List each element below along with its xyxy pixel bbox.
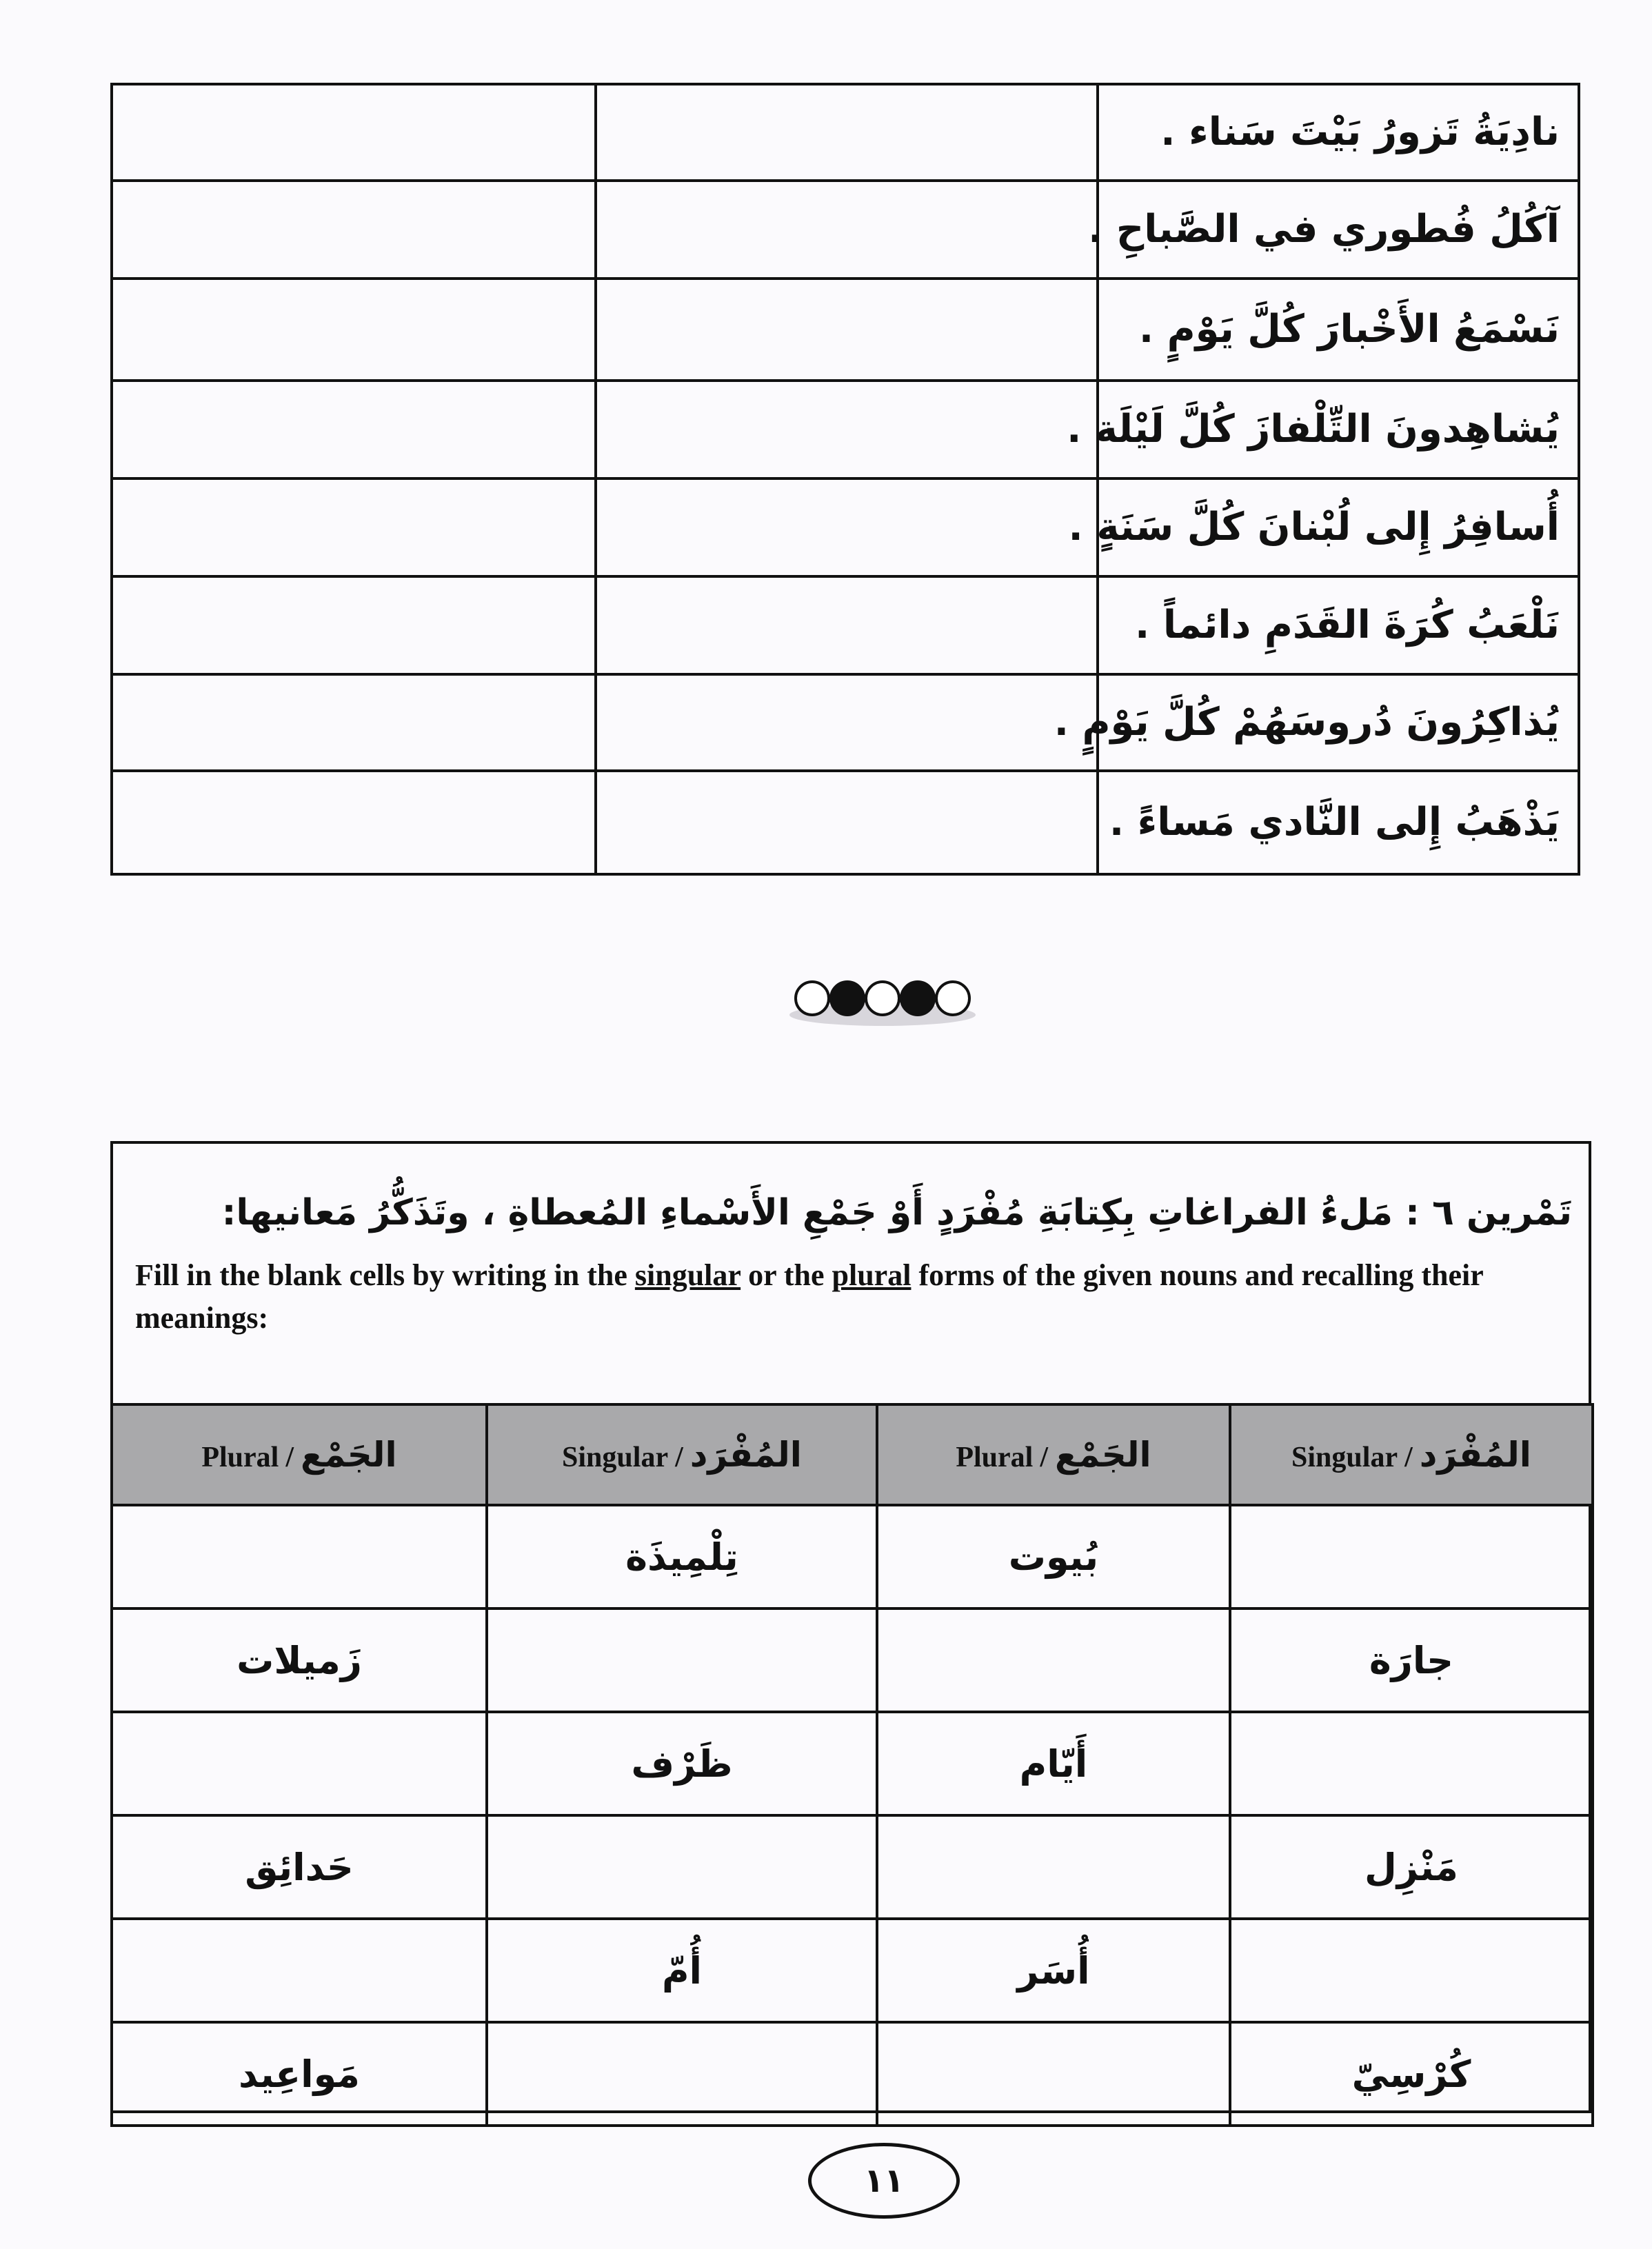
sentence-text: أُسافِرُ إِلى لُبْنانَ كُلَّ سَنَةٍ . (1098, 478, 1579, 576)
header-singular-2: Singular / المُفْرَد (487, 1404, 877, 1505)
answer-cell[interactable] (112, 181, 596, 279)
answer-cell[interactable] (112, 674, 596, 771)
sentence-text: نادِيَةُ تَزورُ بَيْتَ سَناء . (1098, 84, 1579, 181)
blank-cell-singular1[interactable] (1230, 1919, 1593, 2022)
blank-cell-singular1[interactable] (1230, 1505, 1593, 1608)
blank-cell-plural2[interactable] (112, 1919, 487, 2022)
sentences-table (110, 83, 1580, 876)
sentence-row (112, 771, 1579, 874)
instruction-plural: plural (832, 1258, 911, 1292)
answer-cell[interactable] (596, 576, 1098, 674)
sentence-text: يُذاكِرُونَ دُروسَهُمْ كُلَّ يَوْمٍ . (1098, 674, 1579, 771)
sentence-row (112, 381, 1579, 478)
ornament-divider (779, 965, 986, 1034)
blank-cell-plural2[interactable] (112, 1712, 487, 1815)
answer-cell[interactable] (112, 84, 596, 181)
blank-cell-singular2[interactable] (487, 2022, 877, 2126)
answer-cell[interactable] (596, 771, 1098, 874)
instruction-singular: singular (634, 1258, 741, 1292)
noun-table-header (112, 1404, 1593, 1505)
noun-row (112, 1505, 1593, 1608)
sentence-row (112, 576, 1579, 674)
noun-row (112, 1919, 1593, 2022)
blank-cell-plural1[interactable] (877, 1608, 1230, 1712)
blank-cell-plural1[interactable] (877, 1815, 1230, 1919)
answer-cell[interactable] (596, 381, 1098, 478)
noun-table (110, 1403, 1594, 2127)
noun-cell-singular2: أُمّ (487, 1919, 877, 2022)
noun-cell-singular2: ظَرْف (487, 1712, 877, 1815)
answer-cell[interactable] (596, 674, 1098, 771)
noun-cell-plural2: زَميلات (112, 1608, 487, 1712)
blank-cell-plural1[interactable] (877, 2022, 1230, 2126)
answer-cell[interactable] (596, 279, 1098, 381)
sentence-text: يُشاهِدونَ التِّلْفازَ كُلَّ لَيْلَة . (1098, 381, 1579, 478)
answer-cell[interactable] (112, 279, 596, 381)
sentence-row (112, 181, 1579, 279)
exercise-title: تَمْرين ٦ : مَلءُ الفراغاتِ بِكِتابَةِ مُفْرَدٍ أَوْ جَمْعِ الأَسْماءِ المُعطاةِ ، وتَذَكُّرُ مَعانيها: (221, 1192, 1572, 1233)
blank-cell-singular2[interactable] (487, 1815, 877, 1919)
blank-cell-singular2[interactable] (487, 1608, 877, 1712)
instruction-text: or the (741, 1258, 832, 1292)
answer-cell[interactable] (112, 478, 596, 576)
sentence-text: يَذْهَبُ إِلى النَّادي مَساءً . (1098, 771, 1579, 874)
noun-row (112, 1815, 1593, 1919)
answer-cell[interactable] (596, 478, 1098, 576)
sentence-text: آكُلُ فُطوري في الصَّباحِ . (1098, 181, 1579, 279)
noun-cell-singular1: كُرْسِيّ (1230, 2022, 1593, 2126)
header-singular-1: Singular / المُفْرَد (1230, 1404, 1593, 1505)
instruction-text: forms of the given nouns and recalling their meanings: (135, 1258, 1483, 1335)
answer-cell[interactable] (596, 84, 1098, 181)
noun-cell-plural1: أُسَر (877, 1919, 1230, 2022)
blank-cell-singular1[interactable] (1230, 1712, 1593, 1815)
sentence-text: نَسْمَعُ الأَخْبارَ كُلَّ يَوْمٍ . (1098, 279, 1579, 381)
noun-cell-singular1: جارَة (1230, 1608, 1593, 1712)
noun-cell-singular1: مَنْزِل (1230, 1815, 1593, 1919)
noun-row (112, 1712, 1593, 1815)
answer-cell[interactable] (112, 381, 596, 478)
sentence-row (112, 478, 1579, 576)
noun-cell-plural1: بُيوت (877, 1505, 1230, 1608)
instruction-text: Fill in the blank cells by writing in the (135, 1258, 635, 1292)
noun-cell-singular2: تِلْمِيذَة (487, 1505, 877, 1608)
sentence-row (112, 674, 1579, 771)
page-number: ١١ (808, 2143, 960, 2219)
answer-cell[interactable] (112, 576, 596, 674)
sentence-row (112, 84, 1579, 181)
noun-row (112, 1608, 1593, 1712)
noun-row (112, 2022, 1593, 2126)
blank-cell-plural2[interactable] (112, 1505, 487, 1608)
noun-cell-plural1: أَيّام (877, 1712, 1230, 1815)
sentence-text: نَلْعَبُ كُرَةَ القَدَمِ دائماً . (1098, 576, 1579, 674)
noun-cell-plural2: مَواعِيد (112, 2022, 487, 2126)
answer-cell[interactable] (596, 181, 1098, 279)
header-plural-1: Plural / الجَمْع (877, 1404, 1230, 1505)
answer-cell[interactable] (112, 771, 596, 874)
header-plural-2: Plural / الجَمْع (112, 1404, 487, 1505)
noun-cell-plural2: حَدائِق (112, 1815, 487, 1919)
sentence-row (112, 279, 1579, 381)
exercise-box (110, 1141, 1591, 2113)
exercise-instruction (135, 1254, 1555, 1340)
